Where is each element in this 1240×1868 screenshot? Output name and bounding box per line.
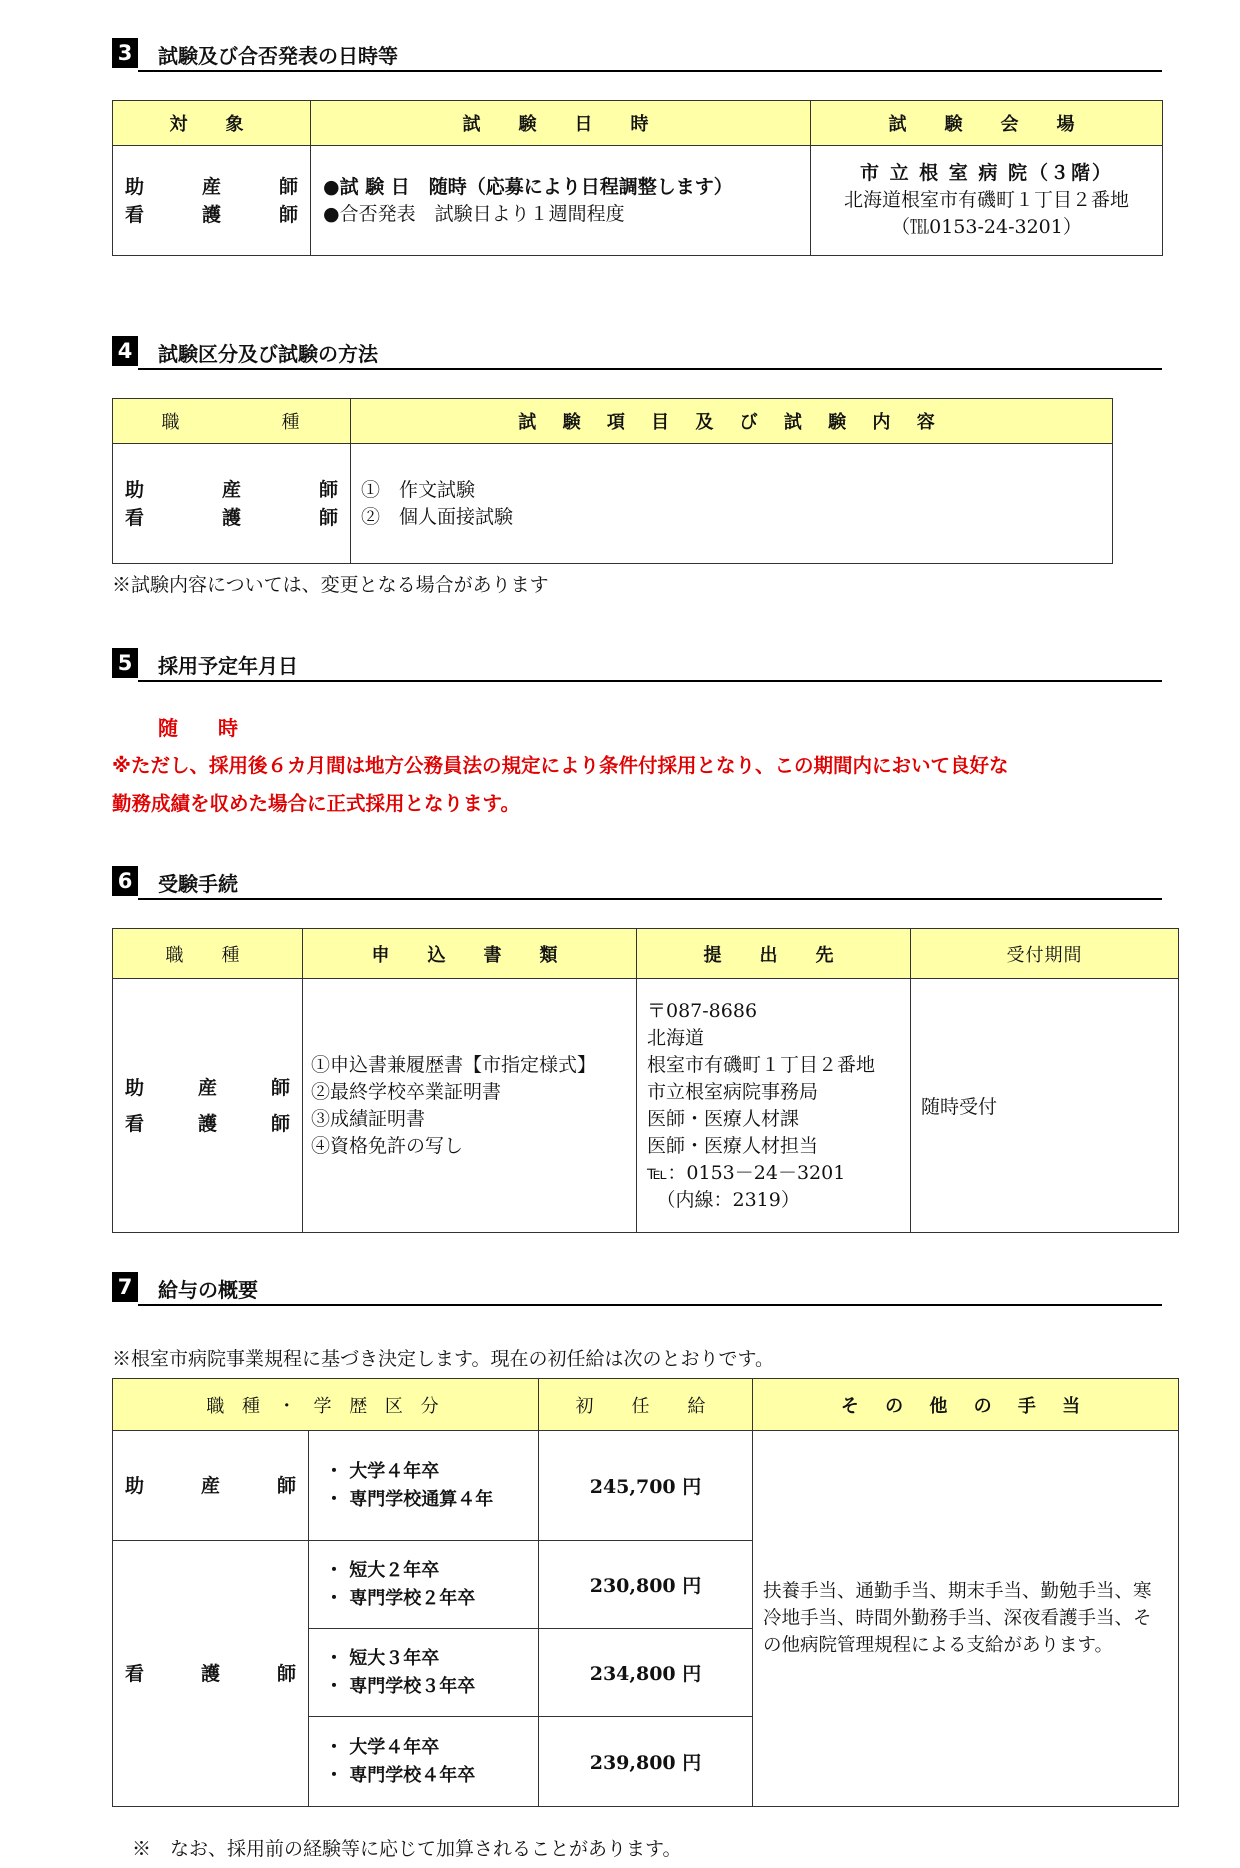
exam-item-interview: ② 個人面接試験 xyxy=(361,505,514,528)
application-jobs xyxy=(113,979,303,1233)
section-number: 4 xyxy=(112,336,138,366)
header-job: 職 種 xyxy=(113,929,303,979)
section-title: 受験手続 xyxy=(158,872,238,896)
section-number: 3 xyxy=(112,38,138,68)
exam-date: ●試 験 日 随時（応募により日程調整します） xyxy=(323,175,733,198)
salary-value-2: 230,800 円 xyxy=(539,1541,753,1629)
header-exam-datetime: 試 験 日 時 xyxy=(311,101,811,146)
salary-intro: ※根室市病院事業規程に基づき決定します。現在の初任給は次のとおりです。 xyxy=(112,1348,774,1370)
dest-extension: （内線：2319） xyxy=(647,1188,800,1211)
section-4-heading xyxy=(112,336,1162,370)
exam-venue xyxy=(811,146,1163,256)
doc-item: ③成績証明書 xyxy=(311,1107,426,1130)
job-nurse: 看 護 師 xyxy=(125,1112,290,1135)
section-5-heading xyxy=(112,648,1162,682)
exam-note: ※試験内容については、変更となる場合があります xyxy=(112,574,549,596)
exam-item-essay: ① 作文試験 xyxy=(361,478,476,501)
header-other-allowances: そ の 他 の 手 当 xyxy=(753,1379,1179,1431)
dest-phone: ℡：0153－24－3201 xyxy=(647,1161,846,1184)
job-midwife: 助 産 師 xyxy=(125,175,298,198)
other-allowances: 扶養手当、通勤手当、期末手当、勤勉手当、寒冷地手当、時間外勤務手当、深夜看護手当、その他病院管理規程による支給があります。 xyxy=(753,1431,1179,1807)
dest-line: 医師・医療人材担当 xyxy=(647,1134,819,1157)
doc-item: ①申込書兼履歴書【市指定様式】 xyxy=(311,1053,597,1076)
exam-jobs xyxy=(113,444,351,564)
dest-line: 〒087-8686 xyxy=(647,999,758,1022)
conditional-hire-note-2: 勤務成績を収めた場合に正式採用となります。 xyxy=(112,792,520,815)
application-documents xyxy=(303,979,637,1233)
education-row-1: ・ 大学４年卒 ・ 専門学校通算４年 xyxy=(309,1431,539,1541)
section-rule xyxy=(138,368,1162,370)
header-job-education: 職 種 ・ 学 歴 区 分 xyxy=(113,1379,539,1431)
dest-line: 市立根室病院事務局 xyxy=(647,1080,819,1103)
header-exam-venue: 試 験 会 場 xyxy=(811,101,1163,146)
job-nurse: 看 護 師 xyxy=(125,506,338,529)
dest-line: 北海道 xyxy=(647,1026,705,1049)
hire-date: 随 時 xyxy=(158,716,238,740)
doc-item: ②最終学校卒業証明書 xyxy=(311,1080,502,1103)
header-target: 対 象 xyxy=(113,101,311,146)
header-submit-to: 提 出 先 xyxy=(637,929,911,979)
section-number: 6 xyxy=(112,866,138,896)
exam-schedule xyxy=(311,146,811,256)
salary-job-midwife: 助 産 師 xyxy=(113,1431,309,1541)
venue-address: 北海道根室市有磯町１丁目２番地 xyxy=(843,189,1129,211)
salary-value-1: 245,700 円 xyxy=(539,1431,753,1541)
doc-item: ④資格免許の写し xyxy=(311,1134,464,1157)
education-row-3: ・ 短大３年卒 ・ 専門学校３年卒 xyxy=(309,1629,539,1717)
section-rule xyxy=(138,680,1162,682)
venue-phone: （℡0153-24-3201） xyxy=(891,216,1082,238)
education-row-4: ・ 大学４年卒 ・ 専門学校４年卒 xyxy=(309,1717,539,1807)
salary-job-nurse: 看 護 師 xyxy=(113,1541,309,1807)
section-rule xyxy=(138,898,1162,900)
section-title: 試験区分及び試験の方法 xyxy=(158,342,378,366)
education-row-2: ・ 短大２年卒 ・ 専門学校２年卒 xyxy=(309,1541,539,1629)
application-period: 随時受付 xyxy=(911,979,1179,1233)
salary-table xyxy=(112,1378,1179,1807)
section-number: 5 xyxy=(112,648,138,678)
section-rule xyxy=(138,70,1162,72)
section-3-heading xyxy=(112,38,1162,72)
exam-method-table xyxy=(112,398,1113,564)
exam-schedule-table xyxy=(112,100,1163,256)
section-number: 7 xyxy=(112,1272,138,1302)
header-exam-items: 試 験 項 目 及 び 試 験 内 容 xyxy=(351,399,1113,444)
header-period: 受付期間 xyxy=(911,929,1179,979)
salary-footnote: ※ なお、採用前の経験等に応じて加算されることがあります。 xyxy=(132,1838,682,1860)
target-jobs xyxy=(113,146,311,256)
section-title: 試験及び合否発表の日時等 xyxy=(158,44,398,68)
section-title: 採用予定年月日 xyxy=(158,654,298,678)
salary-value-4: 239,800 円 xyxy=(539,1717,753,1807)
dest-line: 根室市有磯町１丁目２番地 xyxy=(647,1053,876,1076)
section-rule xyxy=(138,1304,1162,1306)
header-job-type: 職 種 xyxy=(113,399,351,444)
section-7-heading xyxy=(112,1272,1162,1306)
header-starting-salary: 初 任 給 xyxy=(539,1379,753,1431)
application-table xyxy=(112,928,1179,1233)
section-6-heading xyxy=(112,866,1162,900)
conditional-hire-note-1: ※ただし、採用後６カ月間は地方公務員法の規定により条件付採用となり、この期間内において良好な xyxy=(112,754,1009,777)
header-documents: 申 込 書 類 xyxy=(303,929,637,979)
submission-address xyxy=(637,979,911,1233)
exam-items xyxy=(351,444,1113,564)
job-midwife: 助 産 師 xyxy=(125,1076,290,1099)
result-announcement: ●合否発表 試験日より１週間程度 xyxy=(323,202,625,225)
dest-line: 医師・医療人材課 xyxy=(647,1107,800,1130)
section-title: 給与の概要 xyxy=(158,1278,258,1302)
salary-value-3: 234,800 円 xyxy=(539,1629,753,1717)
job-midwife: 助 産 師 xyxy=(125,478,338,501)
venue-name: 市 立 根 室 病 院（３階） xyxy=(859,162,1114,184)
job-nurse: 看 護 師 xyxy=(125,203,298,226)
